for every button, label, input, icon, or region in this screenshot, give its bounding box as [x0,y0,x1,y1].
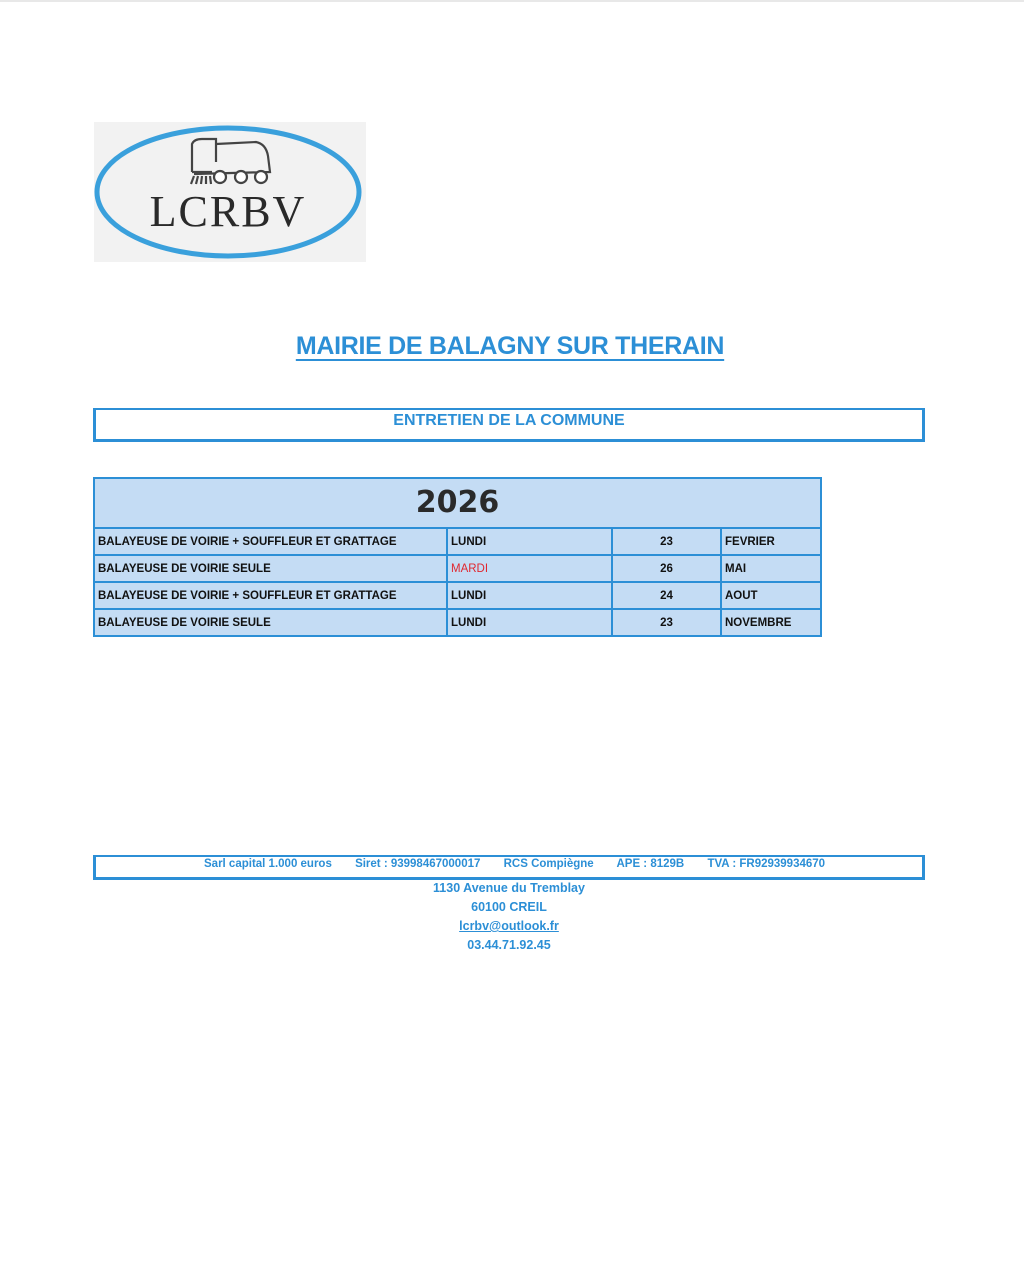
legal-info-bar [93,855,925,880]
date-cell: 23 [612,609,721,635]
email-link[interactable]: lcrbv@outlook.fr [459,919,559,933]
day-cell: LUNDI [447,609,612,635]
company-logo [94,122,366,262]
siret-text: Siret : 93998467000017 [355,858,481,870]
city-address: 60100 CREIL [471,900,547,914]
day-cell: MARDI [447,555,612,582]
banner-label: ENTRETIEN DE LA COMMUNE [393,412,625,429]
month-cell: NOVEMBRE [721,609,820,635]
page-title: MAIRIE DE BALAGNY SUR THERAIN [295,332,725,360]
date-cell: 23 [612,528,721,555]
schedule-table [93,477,822,637]
schedule-year: 2026 [415,485,500,520]
date-cell: 26 [612,555,721,582]
rcs-text: RCS Compiègne [503,858,594,870]
street-address: 1130 Avenue du Tremblay [433,881,585,895]
contact-block [0,879,1018,955]
table-row [95,609,820,635]
date-cell: 24 [612,582,721,609]
table-row [95,555,820,582]
table-row [95,582,820,609]
tva-text: TVA : FR92939934670 [707,858,826,870]
table-row [95,528,820,555]
service-cell: BALAYEUSE DE VOIRIE SEULE [95,555,447,582]
service-cell: BALAYEUSE DE VOIRIE + SOUFFLEUR ET GRATTAGE [95,582,447,609]
street-sweeper-icon [191,139,270,184]
month-cell: AOUT [721,582,820,609]
phone-number: 03.44.71.92.45 [467,938,551,952]
section-banner [93,408,925,442]
service-cell: BALAYEUSE DE VOIRIE + SOUFFLEUR ET GRATTAGE [95,528,447,555]
ape-text: APE : 8129B [616,858,685,870]
logo-text: LCRBV [149,187,307,236]
month-cell: MAI [721,555,820,582]
day-cell: LUNDI [447,528,612,555]
day-cell: LUNDI [447,582,612,609]
scan-top-edge [0,0,1024,2]
legal-info-text [204,858,845,870]
month-cell: FEVRIER [721,528,820,555]
service-cell: BALAYEUSE DE VOIRIE SEULE [95,609,447,635]
capital-text: Sarl capital 1.000 euros [204,858,332,870]
